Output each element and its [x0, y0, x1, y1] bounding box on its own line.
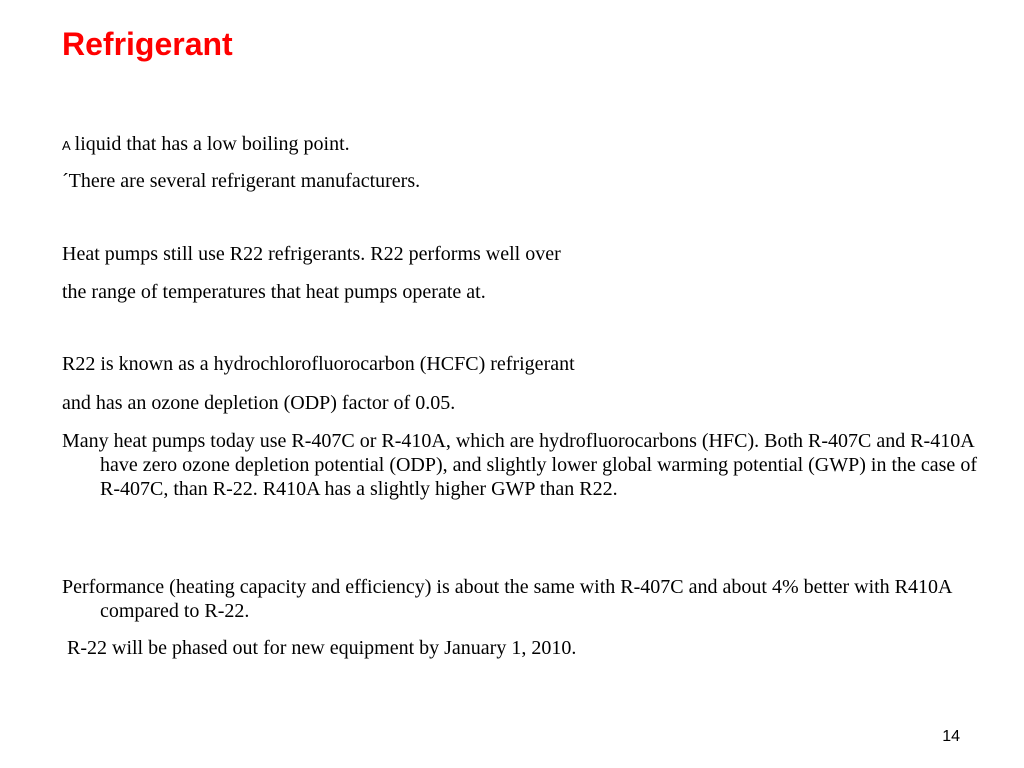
- line-boiling-point: [62, 132, 962, 158]
- page-number: 14: [942, 728, 960, 745]
- paragraph-performance: Performance (heating capacity and efficiency) is about the same with R-407C and about 4% better with R410A compared to R-22.: [62, 576, 952, 622]
- line-r22-performance: Heat pumps still use R22 refrigerants. R22 performs well over: [62, 243, 561, 265]
- line-hcfc: R22 is known as a hydrochlorofluorocarbon (HCFC) refrigerant: [62, 353, 575, 375]
- bullet-marker: A: [62, 138, 71, 153]
- line-manufacturers: ´There are several refrigerant manufacturers.: [62, 170, 421, 192]
- line-phase-out: R-22 will be phased out for new equipment by January 1, 2010.: [62, 637, 577, 659]
- line-boiling-point-text: liquid that has a low boiling point.: [74, 133, 350, 155]
- line-temperature-range: the range of temperatures that heat pumps operate at.: [62, 281, 486, 303]
- paragraph-hfc: Many heat pumps today use R-407C or R-410A, which are hydrofluorocarbons (HFC). Both R-407C and R-410A have zero ozone depletion potential (ODP), and slightly lower global warming potential (GWP) in the case of R-407C, than R-22. R410A has a slightly higher GWP than R22.: [62, 430, 977, 500]
- line-odp-factor: and has an ozone depletion (ODP) factor of 0.05.: [62, 392, 456, 414]
- slide-title: Refrigerant: [62, 26, 233, 62]
